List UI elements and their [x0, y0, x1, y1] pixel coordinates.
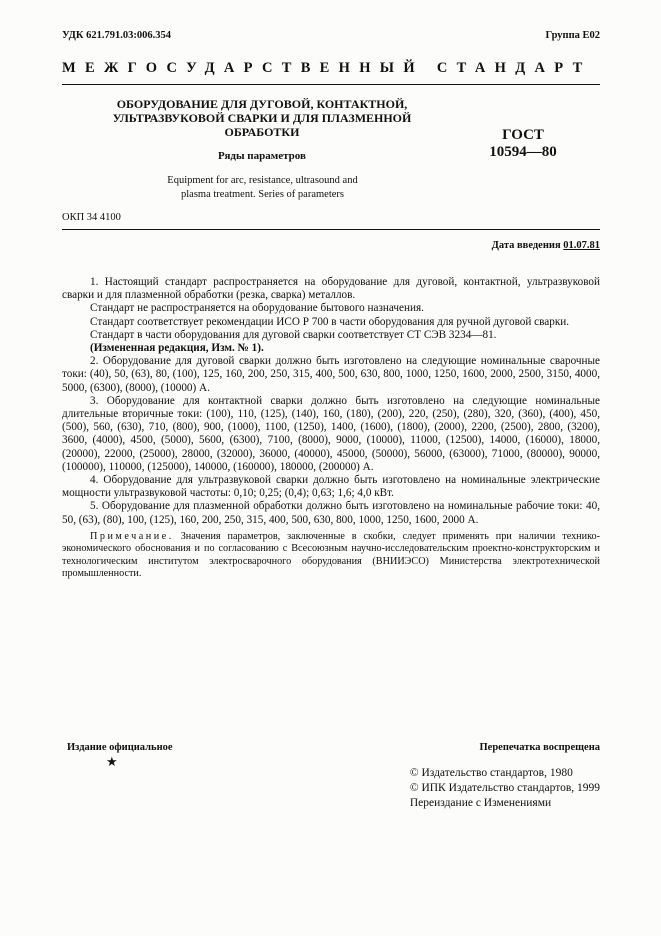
reprint-prohibited: Перепечатка воспрещена [479, 742, 600, 753]
title-line-2: УЛЬТРАЗВУКОВОЙ СВАРКИ И ДЛЯ ПЛАЗМЕННОЙ [112, 111, 412, 125]
standard-body [62, 276, 600, 580]
note [62, 531, 600, 581]
paragraph-2-arc-welding: 2. Оборудование для дуговой сварки должно быть изготовлено на следующие номинальные сварочные токи: (40), 50, (63), 80, (100), 125, 160, 200, 250, 315, 400, 500, 630, 800, 1000, 1250, 1600, 2000, 2500, 3150, 4000, 5000, (6300), (8000), (10000) А. [62, 355, 600, 394]
reissue-note: Переиздание с Изменениями [409, 797, 552, 809]
okp-code: ОКП 34 4100 [62, 212, 121, 223]
paragraph-3-resistance-welding: 3. Оборудование для контактной сварки должно быть изготовлено на следующие номинальные длительные вторичные токи: (100), 110, (125), (140), 160, (180), (200), 220, (250), (280), 320, (360), (400), 450, (500), 560, (630), 710, (800), 900, (1000), 1100, (1250), 1400, (1600), (1800), (2000), 2200, (2500), 2800, (3200), 3600, (4000), 4500, (5000), 5600, (6300), 7100, (8000), 9000, (10000), 11000, (12500), 14000, (16000), 18000, (20000), 22000, (25000), 28000, (32000), 36000, (40000), 45000, (50000), 56000, (63000), 71000, (80000), 90000, (100000), 110000, (125000), 140000, (160000), 180000, (200000) А. [62, 394, 600, 473]
star-icon: ★ [106, 754, 118, 769]
gost-label: ГОСТ [502, 127, 544, 143]
gost-number: 10594—80 [489, 144, 557, 160]
copyright-block [410, 766, 600, 811]
gost-designation [478, 127, 568, 161]
paragraph-scope-exclusion: Стандарт не распространяется на оборудование бытового назначения. [90, 302, 424, 315]
group-code: Группа Е02 [545, 30, 600, 41]
copyright-1980: © Издательство стандартов, 1980 [409, 767, 573, 779]
official-edition: Издание официальное [67, 742, 173, 753]
document-subtitle: Ряды параметров [218, 150, 306, 162]
paragraph-sev-compliance: Стандарт в части оборудования для дуговой сварки соответствует СТ СЭВ 3234—81. [90, 328, 497, 341]
paragraph-4-ultrasound-welding: 4. Оборудование для ультразвуковой сварки должно быть изготовлено на номинальные электрические мощности ультразвуковой частоты: 0,10; 0,25; (0,4); 0,63; 1,6; 4,0 кВт. [62, 474, 600, 500]
copyright-1999: © ИПК Издательство стандартов, 1999 [409, 782, 600, 794]
document-title [92, 97, 432, 139]
english-title-line-1: Equipment for arc, resistance, ultrasound and [167, 175, 358, 186]
introduction-date-label: Дата введения [491, 240, 561, 251]
introduction-date [492, 240, 600, 251]
introduction-date-value: 01.07.81 [563, 240, 600, 251]
top-rule [62, 84, 600, 85]
middle-rule [62, 229, 600, 230]
title-line-1: ОБОРУДОВАНИЕ ДЛЯ ДУГОВОЙ, КОНТАКТНОЙ, [116, 97, 408, 111]
amendment-note: (Измененная редакция, Изм. № 1). [90, 342, 264, 355]
paragraph-1: 1. Настоящий стандарт распространяется на оборудование для дуговой, контактной, ультразвуковой сварки и для плазменной обработки (резка, сварка) металлов. [62, 276, 600, 302]
paragraph-iso-compliance: Стандарт соответствует рекомендации ИСО Р 700 в части оборудования для ручной дуговой сварки. [90, 315, 570, 328]
udk-code: УДК 621.791.03:006.354 [62, 30, 171, 41]
standard-banner: МЕЖГОСУДАРСТВЕННЫЙ СТАНДАРТ [62, 60, 592, 76]
note-text: Значения параметров, заключенные в скобки, следует применять при наличии технико-экономического обоснования и по согласованию с Всесоюзным научно-исследовательским проектно-конструкторским и технологическим институтом электросварочного оборудования (ВНИИЭСО) Министерства электротехнической промышленности. [62, 530, 601, 580]
note-label: Примечание. [90, 530, 174, 542]
english-title [120, 174, 405, 202]
paragraph-5-plasma-treatment: 5. Оборудование для плазменной обработки должно быть изготовлено на номинальные рабочие токи: 40, 50, (63), (80), 100, (125), 160, 200, 250, 315, 400, 500, 630, 800, 1000, 1250, 1600, 2000 А. [62, 500, 600, 526]
title-line-3: ОБРАБОТКИ [224, 125, 300, 139]
english-title-line-2: plasma treatment. Series of parameters [181, 189, 344, 200]
